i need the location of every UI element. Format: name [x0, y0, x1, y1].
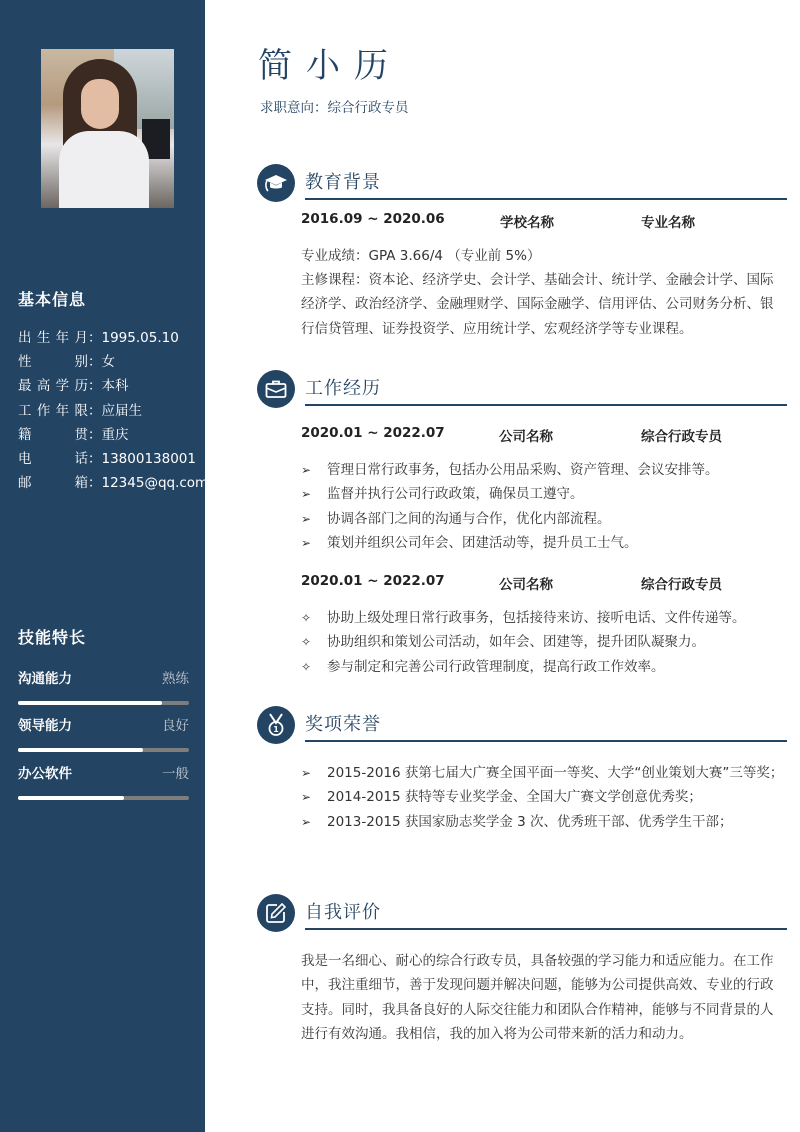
awards-list: [301, 761, 787, 834]
arrow-bullet-icon: ➢: [301, 487, 312, 502]
section-title: 教育背景: [305, 172, 381, 193]
job-period: 2020.01 ~ 2022.07: [301, 425, 445, 441]
info-birthdate: 出生年月：1995.05.10: [18, 330, 179, 346]
list-item: ✧ 协助组织和策划公司活动，如年会、团建等，提升团队凝聚力。: [301, 630, 787, 654]
medal-icon: [257, 706, 295, 744]
skill-level: 良好: [162, 718, 189, 734]
info-gender: 性别：女: [18, 354, 115, 371]
skill-name: 领导能力: [18, 718, 72, 734]
job-position: 综合行政专员: [641, 429, 722, 445]
section-title: 自我评价: [305, 902, 381, 923]
briefcase-icon: [257, 370, 295, 408]
profile-photo: [41, 49, 174, 208]
list-item: ➢ 监督并执行公司行政政策，确保员工遵守。: [301, 482, 787, 506]
edit-pen-icon: [257, 894, 295, 932]
info-hometown: 籍贯：重庆: [18, 426, 129, 443]
list-item: ➢ 协调各部门之间的沟通与合作，优化内部流程。: [301, 507, 787, 531]
info-education: 最高学历：本科: [18, 378, 129, 395]
skill-leadership: [18, 716, 189, 752]
section-divider: [305, 404, 787, 406]
skill-level: 一般: [162, 766, 189, 782]
section-divider: [305, 928, 787, 930]
job-header-row: [301, 573, 781, 593]
work-section: [257, 370, 787, 680]
skills-heading: 技能特长: [18, 628, 87, 647]
skill-office-software: [18, 764, 189, 800]
list-item: ✧ 参与制定和完善公司行政管理制度，提高行政工作效率。: [301, 655, 787, 679]
self-evaluation-section: [257, 894, 787, 1064]
skill-bar: [18, 701, 189, 705]
skill-name: 办公软件: [18, 766, 72, 782]
education-section: [257, 164, 787, 344]
company-name: 公司名称: [499, 429, 553, 445]
sidebar: [0, 0, 209, 1132]
info-email: 邮箱：12345@qq.com: [18, 475, 209, 492]
arrow-bullet-icon: ➢: [301, 790, 312, 805]
sparkle-bullet-icon: ✧: [301, 659, 312, 674]
arrow-bullet-icon: ➢: [301, 814, 312, 829]
awards-section: [257, 706, 787, 866]
list-item: ➢ 2013-2015 获国家励志奖学金 3 次、优秀班干部、优秀学生干部；: [301, 810, 787, 834]
arrow-bullet-icon: ➢: [301, 535, 312, 550]
job-duties-list: [301, 458, 787, 555]
resume-name: 简小历: [258, 46, 402, 86]
skill-name: 沟通能力: [18, 671, 72, 687]
arrow-bullet-icon: ➢: [301, 766, 312, 780]
list-item: ➢ 2014-2015 获特等专业奖学金、全国大广赛文学创意优秀奖；: [301, 785, 787, 809]
job-intent: 求职意向：综合行政专员: [260, 100, 409, 116]
list-item: ➢ 管理日常行政事务，包括办公用品采购、资产管理、会议安排等。: [301, 458, 787, 482]
skill-level: 熟练: [162, 671, 189, 687]
company-name: 公司名称: [499, 577, 553, 593]
sparkle-bullet-icon: ✧: [301, 635, 312, 650]
info-work-years: 工作年限：应届生: [18, 402, 142, 419]
sparkle-bullet-icon: ✧: [301, 611, 312, 625]
major-name: 专业名称: [641, 215, 695, 231]
education-courses: 主修课程：资本论、经济学史、会计学、基础会计、统计学、金融会计学、国际经济学、政治经济学、金融理财学、国际金融学、信用评估、公司财务分析、银行信贷管理、证券投资学、应用统计学、宏观经济学等专业课程。: [301, 272, 774, 337]
basic-info-heading: 基本信息: [18, 290, 87, 309]
school-name: 学校名称: [500, 215, 554, 231]
main-content: [205, 0, 800, 1132]
list-item: ➢ 2015-2016 获第七届大广赛全国平面一等奖、大学“创业策划大赛”三等奖；: [301, 761, 787, 785]
education-gpa: 专业成绩：GPA 3.66/4 （专业前 5%）: [301, 248, 541, 264]
education-period: 2016.09 ~ 2020.06: [301, 211, 445, 227]
skill-communication: [18, 669, 189, 705]
arrow-bullet-icon: ➢: [301, 463, 312, 477]
job-period: 2020.01 ~ 2022.07: [301, 573, 445, 589]
job-position: 综合行政专员: [641, 577, 722, 593]
section-divider: [305, 740, 787, 742]
education-header-row: [301, 211, 781, 231]
job-duties-list: [301, 606, 787, 679]
skill-bar: [18, 748, 189, 752]
skill-bar: [18, 796, 189, 800]
list-item: ✧ 协助上级处理日常行政事务，包括接待来访、接听电话、文件传递等。: [301, 606, 787, 630]
section-title: 工作经历: [305, 378, 381, 399]
section-divider: [305, 198, 787, 200]
svg-text:1: 1: [273, 725, 279, 734]
list-item: ➢ 策划并组织公司年会、团建活动等，提升员工士气。: [301, 531, 787, 555]
basic-info-list: [18, 326, 208, 495]
section-title: 奖项荣誉: [305, 714, 381, 735]
graduation-cap-icon: [257, 164, 295, 202]
info-phone: 电话：13800138001: [18, 450, 196, 467]
arrow-bullet-icon: ➢: [301, 511, 312, 526]
self-evaluation-text: 我是一名细心、耐心的综合行政专员，具备较强的学习能力和适应能力。在工作中，我注重细节，善于发现问题并解决问题，能够为公司提供高效、专业的行政支持。同时，我具备良好的人际交往能力和团队合作精神，能够与不同背景的人进行有效沟通。我相信，我的加入将为公司带来新的活力和动力。: [301, 953, 774, 1042]
job-header-row: [301, 425, 781, 445]
